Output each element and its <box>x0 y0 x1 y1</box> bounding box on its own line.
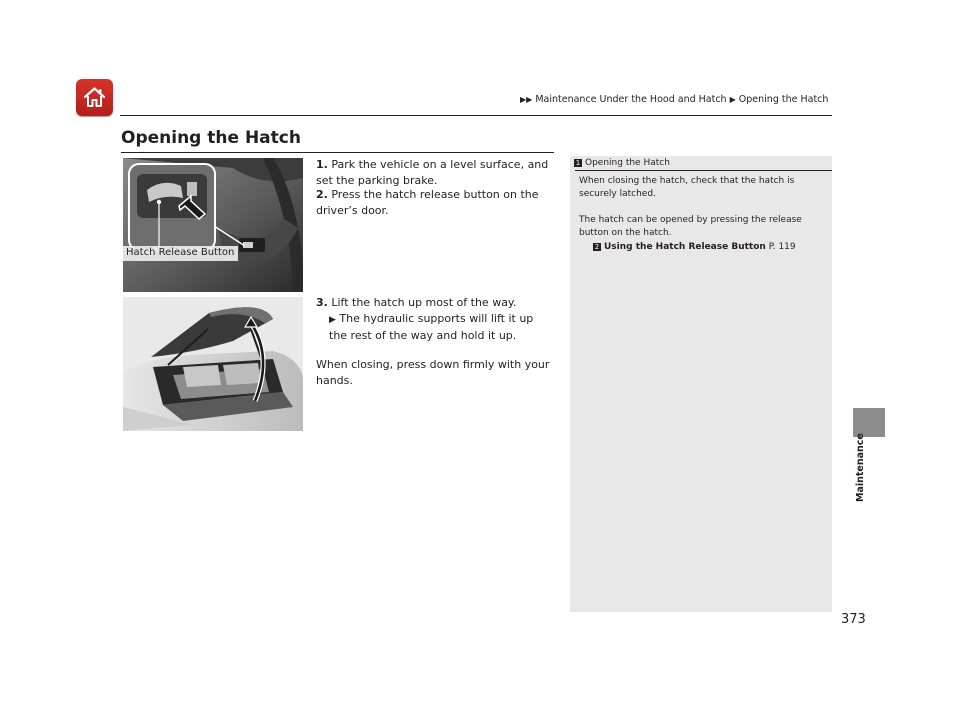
breadcrumb-arrow-icon: ▶▶ <box>520 95 533 104</box>
step-text: Park the vehicle on a level surface, and set the parking brake. <box>316 158 549 187</box>
callout-label: Hatch Release Button <box>126 247 235 258</box>
step-3-result <box>329 311 553 344</box>
link-page[interactable]: P. 119 <box>768 242 796 252</box>
image-callout <box>123 246 238 261</box>
note-heading <box>574 158 670 168</box>
chapter-tab-label[interactable] <box>852 433 870 506</box>
chapter-tab-text: Maintenance <box>855 433 866 502</box>
result-arrow-icon: ▶ <box>329 315 336 325</box>
step-number: 3. <box>316 296 328 309</box>
breadcrumb-arrow-icon: ▶ <box>729 95 736 104</box>
page-number: 373 <box>841 612 866 627</box>
note-paragraph: The hatch can be opened by pressing the release button on the hatch. <box>579 215 802 238</box>
result-text: The hydraulic supports will lift it up the rest of the way and hold it up. <box>329 312 534 342</box>
note-marker-icon: 1 <box>575 159 581 167</box>
step-2 <box>316 187 556 219</box>
link-title[interactable]: Using the Hatch Release Button <box>604 242 766 252</box>
title-divider <box>121 152 554 153</box>
page-title: Opening the Hatch <box>121 128 301 148</box>
breadcrumb <box>520 94 828 105</box>
hatch-release-button-photo <box>123 158 303 292</box>
step-1 <box>316 157 556 189</box>
note-heading-text: Opening the Hatch <box>585 158 670 168</box>
step-text: Press the hatch release button on the driver’s door. <box>316 188 539 217</box>
reference-arrow-icon: 2 <box>594 243 600 251</box>
home-icon[interactable] <box>76 79 113 116</box>
house-icon <box>82 85 107 110</box>
step-number: 2. <box>316 188 328 201</box>
closing-instruction: When closing, press down firmly with your hands. <box>316 358 550 387</box>
breadcrumb-section[interactable]: Maintenance Under the Hood and Hatch <box>535 94 727 105</box>
breadcrumb-page: Opening the Hatch <box>738 94 829 105</box>
step-text: Lift the hatch up most of the way. <box>331 296 517 309</box>
open-hatch-photo <box>123 297 303 431</box>
step-3 <box>316 295 556 311</box>
note-paragraph: When closing the hatch, check that the hatch is securely latched. <box>579 176 795 199</box>
note-divider <box>575 170 832 171</box>
step-number: 1. <box>316 158 328 171</box>
header-divider <box>120 115 832 116</box>
cross-reference-link[interactable] <box>593 241 796 254</box>
